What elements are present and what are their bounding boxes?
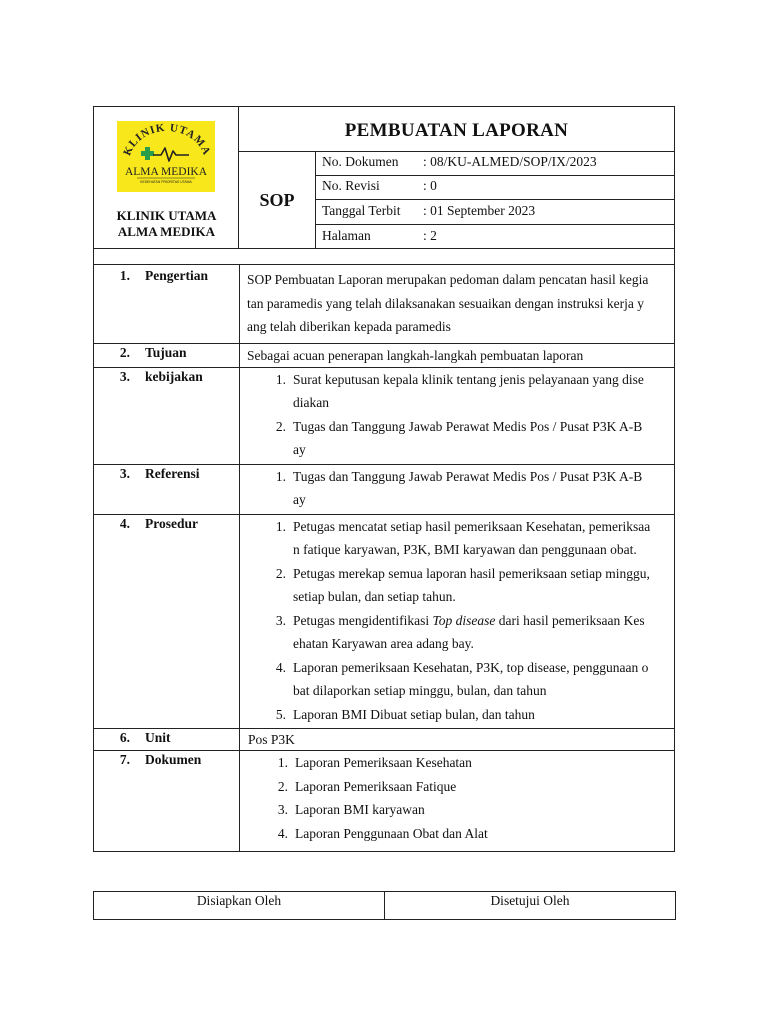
medical-cross-icon-vertical [145,147,150,160]
meta-key: Tanggal Terbit [322,203,401,218]
approved-by-cell: Disetujui Oleh [385,892,676,920]
meta-row-page [316,225,674,248]
header-spacer-row [93,249,675,265]
list-item: 2. Tugas dan Tanggung Jawab Perawat Medis Pos / Pusat P3K A-B ay [275,418,643,457]
meta-key: Halaman [322,228,371,243]
dokumen-list [240,751,674,851]
section-pengertian [94,265,675,344]
section-content [240,514,675,729]
tujuan-text: Sebagai acuan penerapan langkah-langkah pembuatan laporan [247,347,584,363]
list-item: 1. Tugas dan Tanggung Jawab Perawat Medis Pos / Pusat P3K A-B ay [275,468,643,507]
prepared-by-cell: Disiapkan Oleh [94,892,385,920]
list-item: 4. Laporan pemeriksaan Kesehatan, P3K, top disease, penggunaan o bat dilaporkan setiap minggu, bulan, dan tahun [275,659,649,698]
pengertian-text: SOP Pembuatan Laporan merupakan pedoman dalam pencatan hasil kegia tan paramedis yang telah dilaksanakan sesuaikan dengan instruksi kerja y ang telah diberikan kepada paramedis [247,272,649,334]
meta-value: : 2 [423,228,437,243]
section-content [240,729,675,751]
logo-arc-text: KLINIK UTAMA [121,121,213,158]
kebijakan-list [240,368,674,464]
meta-row-revision [316,176,674,200]
list-item: 4. Laporan Penggunaan Obat dan Alat [277,825,488,841]
meta-key: No. Dokumen [322,154,399,169]
clinic-name-line2: ALMA MEDIKA [117,224,216,239]
meta-value: : 01 September 2023 [423,203,536,218]
section-dokumen [94,751,675,852]
list-item: 2. Laporan Pemeriksaan Fatique [277,778,457,794]
section-label: 3. kebijakan [94,367,240,464]
list-item: 2. Petugas merekap semua laporan hasil pemeriksaan setiap minggu, setiap bulan, dan setiap tahun. [275,565,650,604]
clinic-name [94,208,239,240]
sop-content-table [93,264,675,852]
logo-graphic [117,121,215,192]
clinic-name-line1: KLINIK UTAMA [116,208,217,223]
meta-value: : 08/KU-ALMED/SOP/IX/2023 [423,154,597,169]
section-label: 6. Unit [94,729,240,751]
section-tujuan [94,343,675,367]
section-unit [94,729,675,751]
section-kebijakan [94,367,675,464]
sop-header [93,106,675,249]
logo-brand-text: ALMA MEDIKA [124,166,208,178]
section-content [240,464,675,514]
section-referensi [94,464,675,514]
section-prosedur [94,514,675,729]
logo-tagline: KESEHATAN PRIORITAS UTAMA [140,180,192,184]
referensi-list [240,465,674,514]
section-label: 4. Prosedur [94,514,240,729]
unit-text: Pos P3K [248,732,295,747]
section-content [240,343,675,367]
list-item: 1. Petugas mencatat setiap hasil pemeriksaan Kesehatan, pemeriksaa n fatique karyawan, P3K, BMI karyawan dan penggunaan obat. [275,518,651,557]
clinic-logo [117,121,215,192]
clinic-identity-cell [94,107,239,248]
list-item: 3. Petugas mengidentifikasi Top disease dari hasil pemeriksaan Kes ehatan Karyawan area adang bay. [275,612,645,651]
section-label: 7. Dokumen [94,751,240,852]
meta-row-document-number [316,152,674,176]
section-content [240,265,675,344]
section-label: 3. Referensi [94,464,240,514]
top-disease-emphasis: Top disease [432,612,496,628]
meta-value: : 0 [423,178,437,193]
section-content [240,367,675,464]
list-item: 1. Laporan Pemeriksaan Kesehatan [277,755,472,770]
section-content [240,751,675,852]
document-title: PEMBUATAN LAPORAN [239,107,674,152]
signature-table [93,891,676,920]
sop-label: SOP [239,152,316,248]
meta-key: No. Revisi [322,178,380,193]
meta-row-issue-date [316,200,674,225]
section-label: 2. Tujuan [94,343,240,367]
heartbeat-icon [153,148,189,161]
section-label: 1. Pengertian [94,265,240,344]
prosedur-list [240,515,674,729]
list-item: 3. Laporan BMI karyawan [277,802,425,817]
list-item: 5. Laporan BMI Dibuat setiap bulan, dan tahun [275,706,535,722]
list-item: 1. Surat keputusan kepala klinik tentang jenis pelayanaan yang dise diakan [275,371,644,410]
